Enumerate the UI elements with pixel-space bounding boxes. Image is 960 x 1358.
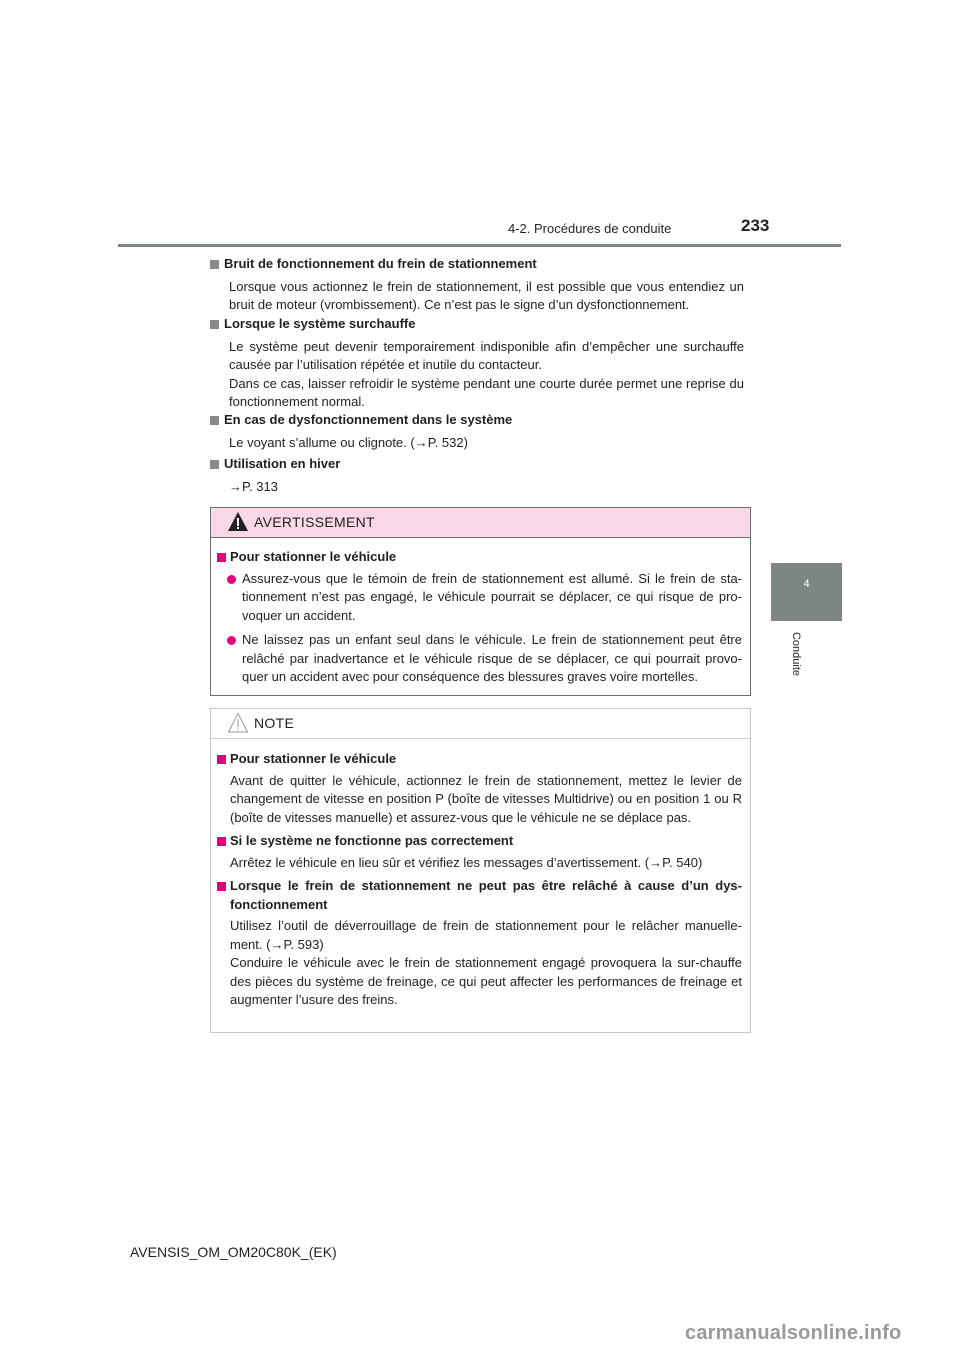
section-body: Le système peut devenir temporairement indisponible afin d’empêcher une surchauffe causée par l’utilisation répétée et inutile du contacteur.: [229, 338, 744, 372]
section-malfunction: [210, 411, 744, 452]
note-item-body: Avant de quitter le véhicule, actionnez le frein de stationnement, mettez le levier de changement de vitesse en position P (boîte de vitesses Multidrive) ou en position 1 ou R (boîte de vitesses manuelle) et assurez-vous que le véhicule ne se déplace pas.: [230, 772, 742, 825]
circle-bullet-icon: [227, 636, 236, 645]
warning-box-header: [211, 508, 750, 538]
note-item: [211, 750, 750, 827]
warning-heading: AVERTISSEMENT: [254, 514, 375, 530]
chapter-number: 4: [803, 578, 810, 590]
running-header-title: 4-2. Procédures de conduite: [508, 221, 672, 236]
square-bullet-icon: [210, 260, 219, 269]
section-title: Bruit de fonctionnement du frein de stationnement: [224, 256, 537, 271]
circle-bullet-icon: [227, 575, 236, 584]
section-winter: [210, 455, 744, 496]
section-title: En cas de dysfonctionnement dans le système: [224, 412, 513, 427]
square-bullet-icon: [210, 416, 219, 425]
section-body: →P. 313: [229, 478, 278, 494]
note-item-title: Pour stationner le véhicule: [230, 751, 397, 766]
warning-triangle-icon: [227, 511, 249, 532]
note-heading: NOTE: [254, 715, 295, 731]
header-rule: [118, 244, 841, 247]
caution-triangle-icon: [227, 712, 249, 733]
warning-bullet: [211, 631, 750, 687]
note-box: [210, 708, 751, 1033]
page-number: 233: [741, 216, 770, 235]
square-bullet-icon: [217, 882, 226, 891]
note-item-body: Utilisez l’outil de déverrouillage de frein de stationnement pour le relâcher manuelle-ment. (→P. 593): [230, 918, 742, 952]
warning-bullet-text: Assurez-vous que le témoin de frein de stationnement est allumé. Si le frein de sta-tionnement n’est pas engagé, le véhicule pourrait se déplacer, ce qui risque de pro-voquer un accident.: [242, 570, 742, 623]
note-item-body: Arrêtez le véhicule en lieu sûr et vérifiez les messages d’avertissement. (→P. 540): [230, 854, 703, 870]
note-box-header: [211, 709, 750, 739]
note-item-title: Lorsque le frein de stationnement ne peut pas être relâché à cause d’un dys-fonctionnement: [230, 878, 742, 912]
note-item-body-2: Conduire le véhicule avec le frein de stationnement engagé provoquera la sur-chauffe des pièces du système de freinage, ce qui peut affecter les performances de freinage et augmenter l’usure des freins.: [230, 955, 742, 1007]
warning-item: [211, 548, 750, 687]
note-item-title: Si le système ne fonctionne pas correctement: [230, 833, 514, 848]
section-title: Lorsque le système surchauffe: [224, 316, 416, 331]
warning-item-title: Pour stationner le véhicule: [230, 549, 397, 564]
section-body: Lorsque vous actionnez le frein de stationnement, il est possible que vous entendiez un bruit de moteur (vrombissement). Ce n’est pas le signe d’un dysfonctionnement.: [229, 278, 744, 312]
document-code: AVENSIS_OM_OM20C80K_(EK): [130, 1244, 337, 1260]
warning-bullet: [211, 570, 750, 626]
square-bullet-icon: [217, 837, 226, 846]
chapter-tab: [771, 563, 842, 621]
square-bullet-icon: [217, 755, 226, 764]
warning-box: [210, 507, 751, 696]
section-noise: [210, 255, 744, 315]
chapter-label-text: Conduite: [790, 631, 802, 677]
square-bullet-icon: [217, 553, 226, 562]
square-bullet-icon: [210, 320, 219, 329]
section-title: Utilisation en hiver: [224, 456, 341, 471]
note-item: [211, 832, 750, 872]
section-overheat: [210, 315, 744, 412]
warning-bullet-text: Ne laissez pas un enfant seul dans le véhicule. Le frein de stationnement peut être relâché par inadvertance et le véhicule risque de se déplacer, ce qui pourrait provo-quer un accident avec pour conséquence des blessures graves voire mortelles.: [242, 632, 742, 684]
section-body-2: Dans ce cas, laisser refroidir le système pendant une courte durée permet une reprise du fonctionnement normal.: [229, 375, 744, 409]
chapter-label: [786, 628, 806, 688]
section-body: Le voyant s’allume ou clignote. (→P. 532): [229, 434, 468, 450]
note-item: [211, 877, 750, 1010]
watermark: carmanualsonline.info: [685, 1322, 902, 1344]
square-bullet-icon: [210, 460, 219, 469]
